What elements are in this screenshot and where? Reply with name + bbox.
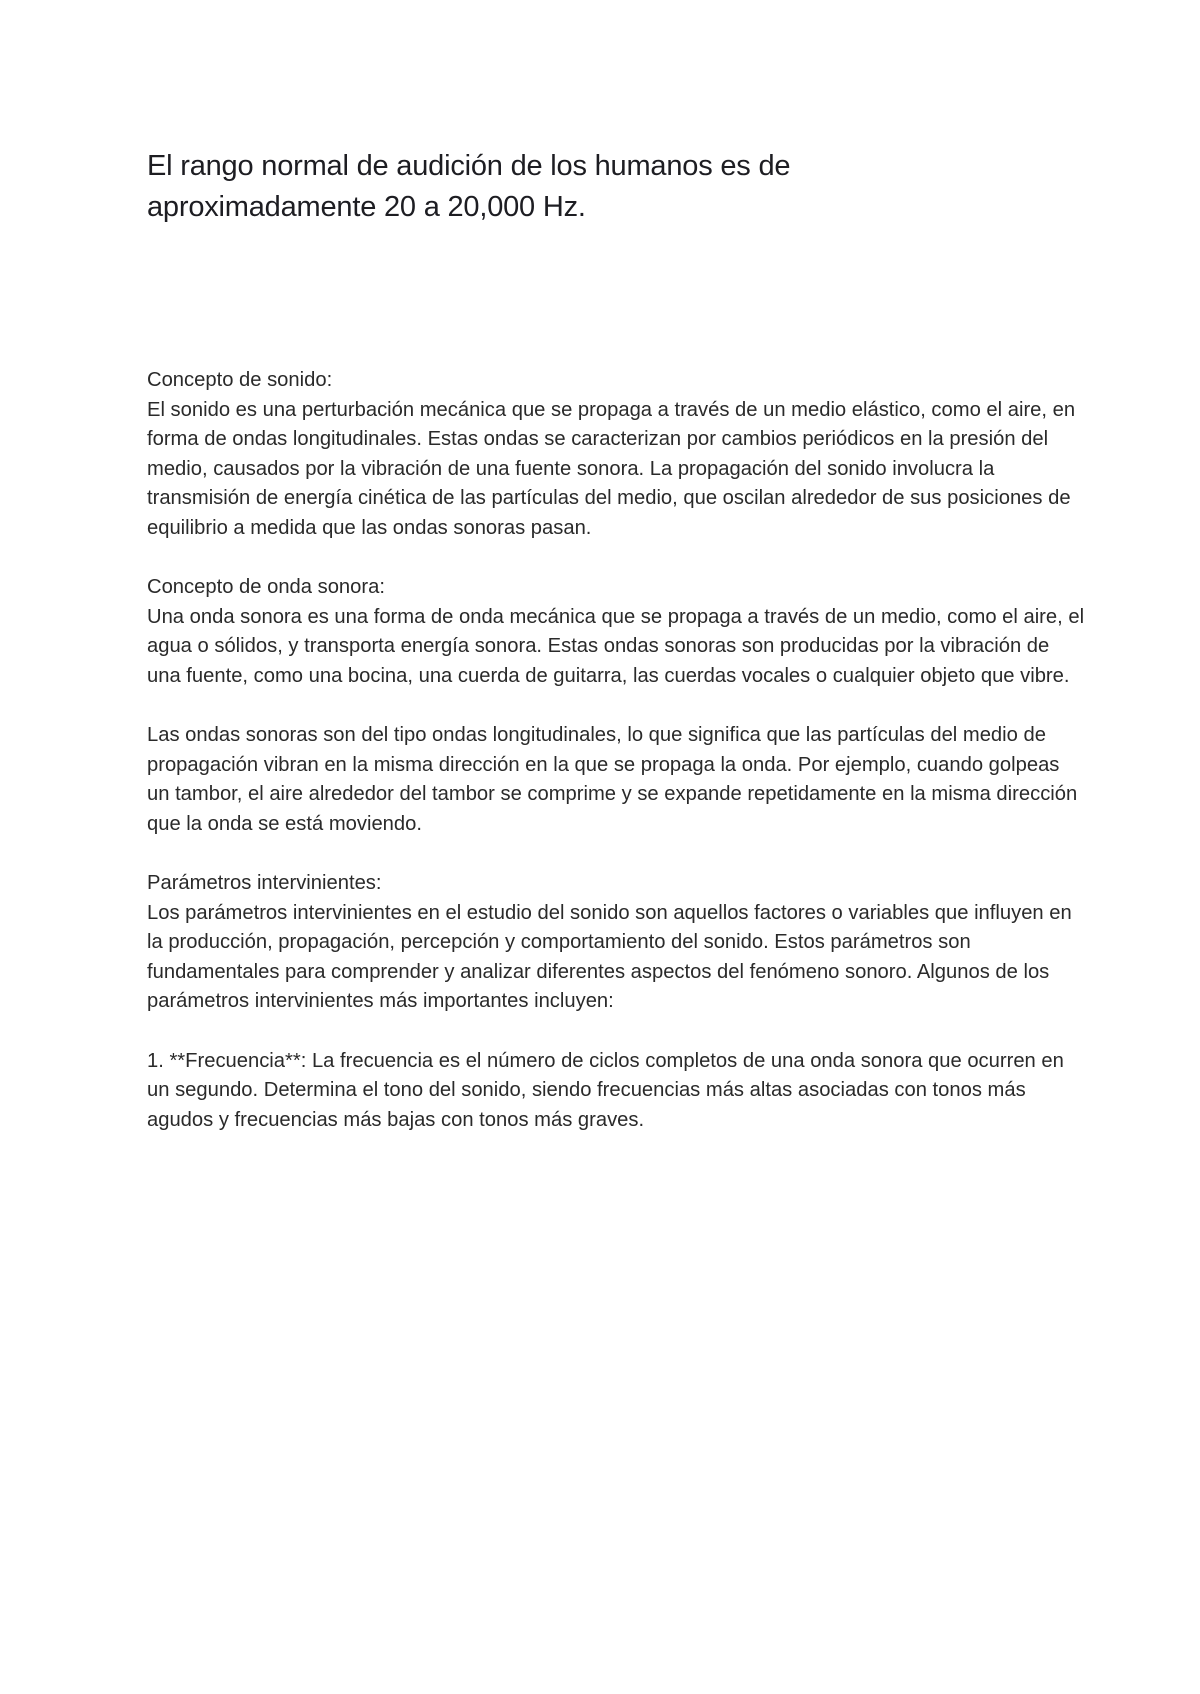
section-frequency [147, 1047, 1087, 1136]
section-paragraph: Las ondas sonoras son del tipo ondas longitudinales, lo que significa que las partículas del medio de propagación vibran en la misma dirección en la que se propaga la onda. Por ejemplo, cuando golpeas un tambor, el aire alrededor del tambor se comprime y se expande repetidamente en la misma dirección que la onda se está moviendo. [147, 724, 1078, 835]
section-heading: Concepto de onda sonora: [147, 576, 385, 599]
section-heading: Concepto de sonido: [147, 369, 333, 391]
section-longitudinal-waves [147, 721, 1087, 839]
section-paragraph: Una onda sonora es una forma de onda mecánica que se propaga a través de un medio, como el aire, el agua o sólidos, y transporta energía sonora. Estas ondas sonoras son producidas por la vibración de una fuente, como una bocina, una cuerda de guitarra, las cuerdas vocales o cualquier objeto que vibre. [147, 605, 1085, 687]
document-title: El rango normal de audición de los humanos es de aproximadamente 20 a 20,000 Hz. [147, 150, 791, 223]
document-body [147, 366, 1087, 1165]
section-paragraph: Los parámetros intervinientes en el estudio del sonido son aquellos factores o variables que influyen en la producción, propagación, percepción y comportamiento del sonido. Estos parámetros son fundamentales para comprender y analizar diferentes aspectos del fenómeno sonoro. Algunos de los parámetros intervinientes más importantes incluyen: [147, 901, 1072, 1013]
section-sound-concept [147, 366, 1087, 544]
section-sound-wave-concept [147, 573, 1087, 691]
section-paragraph: 1. **Frecuencia**: La frecuencia es el número de ciclos completos de una onda sonora que ocurren en un segundo. Determina el tono del sonido, siendo frecuencias más altas asociadas con tonos más agudos y frecuencias más bajas con tonos más graves. [147, 1049, 1064, 1131]
section-heading: Parámetros intervinientes: [147, 872, 382, 895]
section-parameters [147, 869, 1087, 1017]
section-paragraph: El sonido es una perturbación mecánica que se propaga a través de un medio elástico, como el aire, en forma de ondas longitudinales. Estas ondas se caracterizan por cambios periódicos en la presión del medio, causados por la vibración de una fuente sonora. La propagación del sonido involucra la transmisión de energía cinética de las partículas del medio, que oscilan alrededor de sus posiciones de equilibrio a medida que las ondas sonoras pasan. [147, 398, 1076, 539]
